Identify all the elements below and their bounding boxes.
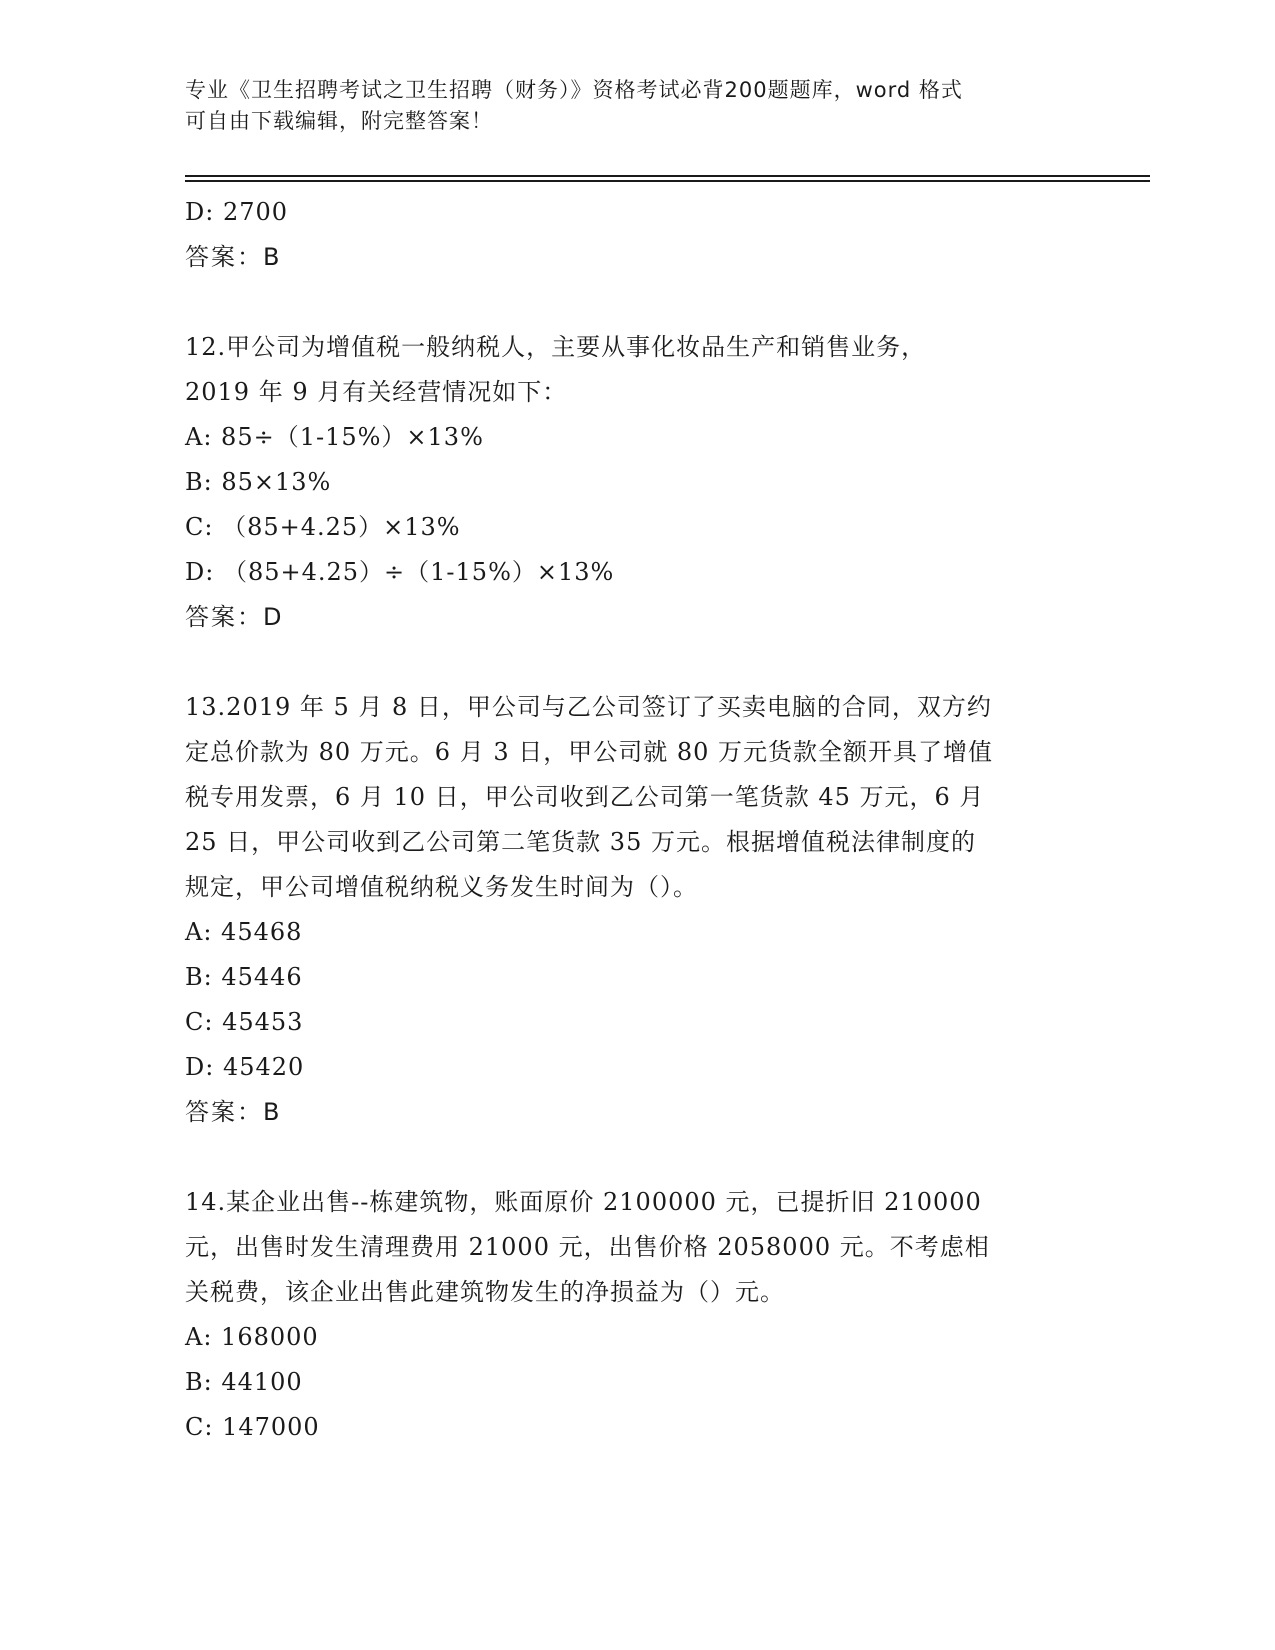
question-stem-line: 14.某企业出售--栋建筑物，账面原价 2100000 元，已提折旧 210000 [185, 1188, 982, 1216]
page-header [185, 75, 1085, 137]
answer-label: 答案：D [185, 603, 284, 631]
question-spacer [185, 280, 1085, 325]
question-stem-line: 2019 年 9 月有关经营情况如下： [185, 378, 568, 406]
question-stem-line: 12.甲公司为增值税一般纳税人，主要从事化妆品生产和销售业务， [185, 333, 927, 361]
option-d: D: 2700 [185, 198, 289, 226]
question-stem-line: 规定，甲公司增值税纳税义务发生时间为（）。 [185, 873, 698, 901]
header-divider-bottom [185, 180, 1150, 182]
question-stem-line: 13.2019 年 5 月 8 日，甲公司与乙公司签订了买卖电脑的合同，双方约 [185, 693, 992, 721]
question-spacer [185, 1135, 1085, 1180]
header-title-line-2: 可自由下载编辑，附完整答案！ [185, 109, 493, 133]
option-c: C: 45453 [185, 1008, 304, 1036]
header-title-line-1: 专业《卫生招聘考试之卫生招聘（财务）》资格考试必背200题题库，word 格式 [185, 78, 963, 102]
option-b: B: 45446 [185, 963, 303, 991]
option-d: D: （85+4.25）÷（1-15%）×13% [185, 558, 615, 586]
option-b: B: 85×13% [185, 468, 332, 496]
question-stem-line: 关税费，该企业出售此建筑物发生的净损益为（）元。 [185, 1278, 785, 1306]
question-14 [185, 1180, 1085, 1450]
option-a: A: 85÷（1-15%）×13% [185, 423, 484, 451]
option-a: A: 168000 [185, 1323, 319, 1351]
header-divider-top [185, 175, 1150, 177]
answer-label: 答案：B [185, 1098, 282, 1126]
question-stem-line: 元，出售时发生清理费用 21000 元，出售价格 2058000 元。不考虑相 [185, 1233, 990, 1261]
question-12 [185, 325, 1085, 640]
question-content [185, 190, 1085, 1450]
answer-label: 答案：B [185, 243, 282, 271]
option-c: C: 147000 [185, 1413, 320, 1441]
question-13 [185, 685, 1085, 1135]
question-11 [185, 190, 1085, 280]
question-stem-line: 税专用发票，6 月 10 日，甲公司收到乙公司第一笔货款 45 万元，6 月 [185, 783, 985, 811]
question-stem-line: 25 日，甲公司收到乙公司第二笔货款 35 万元。根据增值税法律制度的 [185, 828, 976, 856]
option-a: A: 45468 [185, 918, 303, 946]
question-spacer [185, 640, 1085, 685]
question-stem-line: 定总价款为 80 万元。6 月 3 日，甲公司就 80 万元货款全额开具了增值 [185, 738, 994, 766]
option-d: D: 45420 [185, 1053, 305, 1081]
option-b: B: 44100 [185, 1368, 303, 1396]
option-c: C: （85+4.25）×13% [185, 513, 461, 541]
